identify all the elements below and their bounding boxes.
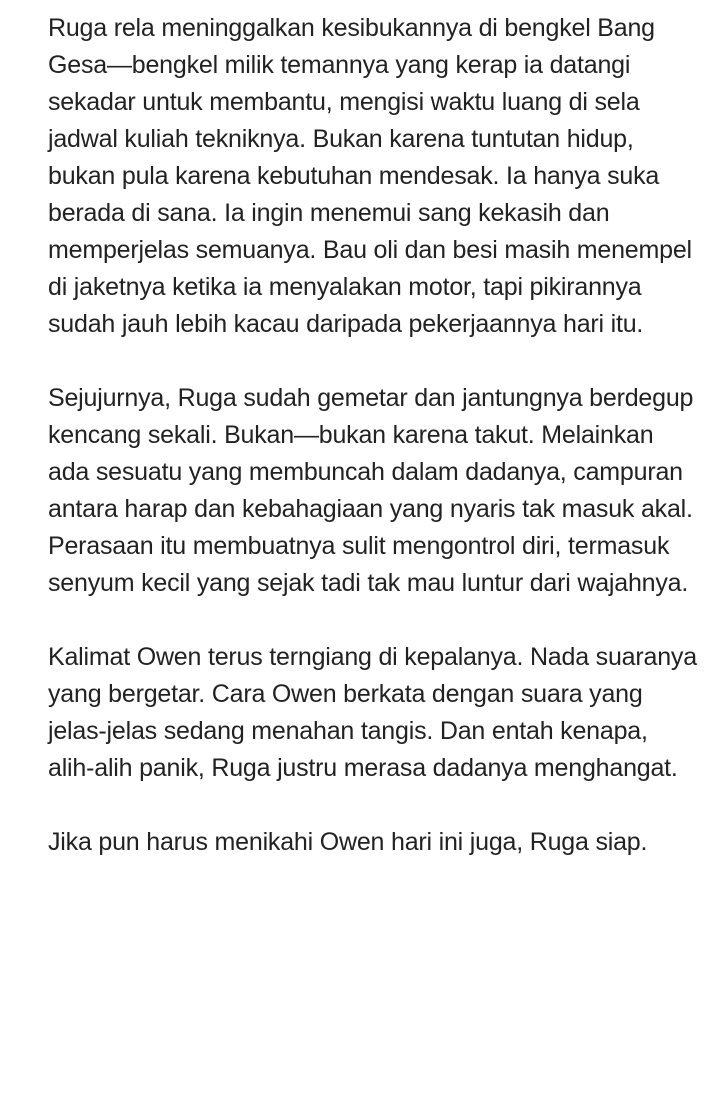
paragraph-1: Ruga rela meninggalkan kesibukannya di bengkel Bang Gesa—bengkel milik temannya yang kerap ia datangi sekadar untuk membantu, mengisi waktu luang di sela jadwal kuliah tekniknya. Bukan karena tuntutan hidup, bukan pula karena kebutuhan mendesak. Ia hanya suka berada di sana. Ia ingin menemui sang kekasih dan memperjelas semuanya. Bau oli dan besi masih menempel di jaketnya ketika ia menyalakan motor, tapi pikirannya sudah jauh lebih kacau daripada pekerjaannya hari itu. (48, 14, 692, 338)
story-text-body (48, 10, 698, 861)
paragraph-3: Kalimat Owen terus terngiang di kepalanya. Nada suaranya yang bergetar. Cara Owen berkata dengan suara yang jelas-jelas sedang menahan tangis. Dan entah kenapa, alih-alih panik, Ruga justru merasa dadanya menghangat. (48, 643, 697, 782)
paragraph-2: Sejujurnya, Ruga sudah gemetar dan jantungnya berdegup kencang sekali. Bukan—bukan karena takut. Melainkan ada sesuatu yang membuncah dalam dadanya, campuran antara harap dan kebahagiaan yang nyaris tak masuk akal. Perasaan itu membuatnya sulit mengontrol diri, termasuk senyum kecil yang sejak tadi tak mau luntur dari wajahnya. (48, 384, 694, 597)
paragraph-4: Jika pun harus menikahi Owen hari ini juga, Ruga siap. (48, 828, 648, 856)
